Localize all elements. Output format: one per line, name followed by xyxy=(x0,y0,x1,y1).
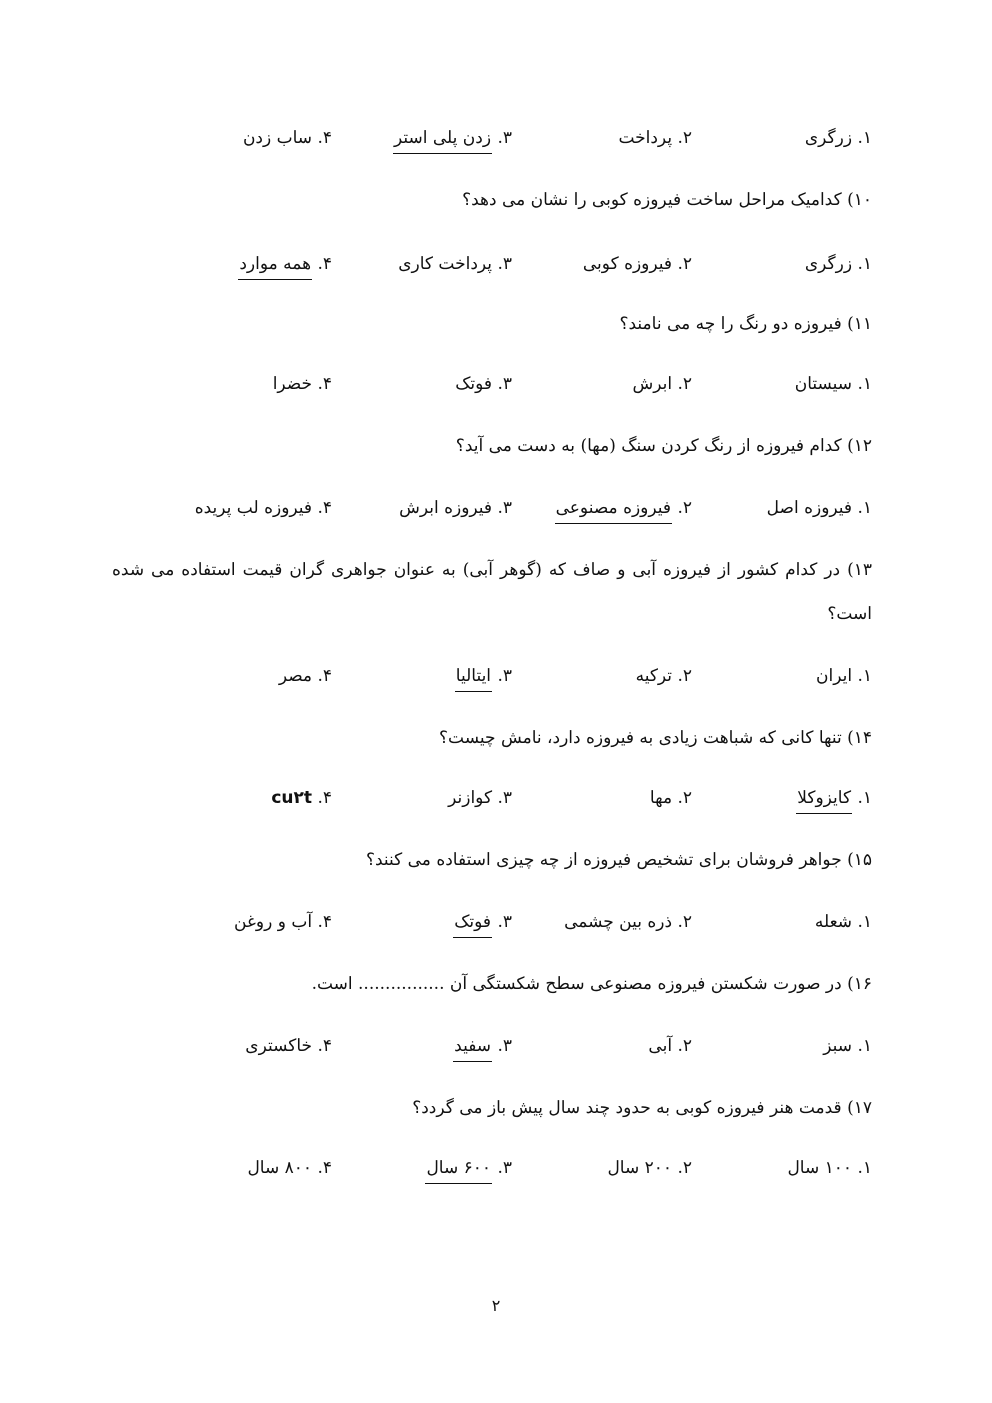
option-q15-4 xyxy=(234,908,332,936)
option-number: ۳. xyxy=(497,374,512,394)
options-row-q13 xyxy=(0,662,992,696)
options-row-q9 xyxy=(0,124,992,158)
option-q16-4 xyxy=(245,1032,332,1060)
option-number: ۴. xyxy=(317,498,332,518)
option-label-answer: همه موارد xyxy=(238,251,312,280)
option-label: فوتک xyxy=(455,374,493,394)
option-q10-1 xyxy=(805,250,872,278)
option-number: ۴. xyxy=(317,254,332,274)
option-label-answer: زدن پلی استر xyxy=(393,125,492,154)
option-number: ۴. xyxy=(317,788,332,808)
option-q11-3 xyxy=(455,370,512,398)
option-label: آبی xyxy=(648,1036,673,1056)
option-q9-4 xyxy=(243,124,332,152)
option-label: فیروزه کوبی xyxy=(582,254,673,274)
option-q16-3 xyxy=(453,1032,512,1062)
option-q12-4 xyxy=(195,494,332,522)
option-q12-2 xyxy=(555,494,692,524)
option-q9-2 xyxy=(618,124,692,152)
option-q17-1 xyxy=(787,1154,872,1182)
option-label: خاکستری xyxy=(245,1036,313,1056)
question-text-q15: ۱۵) جواهر فروشان برای تشخیص فیروزه از چه چیزی استفاده می کنند؟ xyxy=(365,850,872,870)
option-q14-1 xyxy=(796,784,872,814)
option-number: ۳. xyxy=(497,788,512,808)
option-q17-3 xyxy=(425,1154,512,1184)
option-label: کوازنر xyxy=(448,788,493,808)
option-q14-4 xyxy=(271,784,332,812)
option-number: ۳. xyxy=(497,912,512,932)
option-label: ۱۰۰ سال xyxy=(787,1158,853,1178)
option-q17-4 xyxy=(247,1154,332,1182)
option-number: ۴. xyxy=(317,1036,332,1056)
option-number: ۲. xyxy=(677,1036,692,1056)
option-q11-1 xyxy=(795,370,872,398)
option-label-answer: سفید xyxy=(453,1033,492,1062)
option-q16-2 xyxy=(648,1032,692,1060)
option-label: ۸۰۰ سال xyxy=(247,1158,313,1178)
option-q13-1 xyxy=(816,662,872,690)
option-label: زرگری xyxy=(804,128,853,148)
option-label-answer: کایزوکلا xyxy=(796,785,852,814)
option-q15-3 xyxy=(453,908,512,938)
option-q14-3 xyxy=(448,784,512,812)
option-q15-2 xyxy=(564,908,692,936)
option-label-answer: فیروزه مصنوعی xyxy=(555,495,672,524)
option-label-answer: ۶۰۰ سال xyxy=(425,1155,492,1184)
option-number: ۳. xyxy=(497,498,512,518)
option-q17-2 xyxy=(607,1154,692,1182)
option-number: ۴. xyxy=(317,374,332,394)
question-text-q10: ۱۰) کدامیک مراحل ساخت فیروزه کوبی را نشان می دهد؟ xyxy=(462,190,872,210)
question-text-q17: ۱۷) قدمت هنر فیروزه کوبی به حدود چند سال پیش باز می گردد؟ xyxy=(412,1098,872,1118)
question-text-q12: ۱۲) کدام فیروزه از رنگ کردن سنگ (مها) به دست می آید؟ xyxy=(455,436,872,456)
option-q10-4 xyxy=(238,250,332,280)
option-number: ۳. xyxy=(497,1158,512,1178)
option-label: فیروزه لب پریده xyxy=(194,498,313,518)
option-q12-3 xyxy=(399,494,512,522)
option-number: ۱. xyxy=(857,912,872,932)
option-label: ابرش xyxy=(632,374,673,394)
option-q10-2 xyxy=(583,250,692,278)
option-number: ۲. xyxy=(677,912,692,932)
option-q9-3 xyxy=(393,124,512,154)
option-number: ۳. xyxy=(497,1036,512,1056)
option-number: ۳. xyxy=(497,128,512,148)
question-text-q14: ۱۴) تنها کانی که شباهت زیادی به فیروزه دارد، نامش چیست؟ xyxy=(439,728,872,748)
option-label: ۲۰۰ سال xyxy=(607,1158,673,1178)
option-number: ۴. xyxy=(317,912,332,932)
option-number: ۴. xyxy=(317,666,332,686)
options-row-q16 xyxy=(0,1032,992,1066)
option-number: ۲. xyxy=(677,254,692,274)
option-q12-1 xyxy=(767,494,872,522)
option-q10-3 xyxy=(398,250,512,278)
option-label: مصر xyxy=(278,666,313,686)
option-number: ۲. xyxy=(677,128,692,148)
option-number: ۱. xyxy=(857,788,872,808)
option-label: ایران xyxy=(816,666,853,686)
question-text-q16: ۱۶) در صورت شکستن فیروزه مصنوعی سطح شکستگی آن ................ است. xyxy=(311,974,872,994)
options-row-q14 xyxy=(0,784,992,818)
question-text-q11: ۱۱) فیروزه دو رنگ را چه می نامند؟ xyxy=(619,314,872,334)
option-q9-1 xyxy=(805,124,872,152)
option-number: ۴. xyxy=(317,1158,332,1178)
option-label: سبز xyxy=(823,1036,853,1056)
option-number: ۱. xyxy=(857,254,872,274)
option-label: ساب زدن xyxy=(242,128,313,148)
option-q13-2 xyxy=(636,662,692,690)
option-label: خضرا xyxy=(272,374,313,394)
option-number: ۱. xyxy=(857,1158,872,1178)
option-label: پرداخت xyxy=(618,128,673,148)
option-q13-4 xyxy=(279,662,332,690)
option-label: آب و روغن xyxy=(234,912,313,932)
option-number: ۱. xyxy=(857,1036,872,1056)
option-q14-2 xyxy=(650,784,692,812)
option-number: ۱. xyxy=(857,498,872,518)
option-number: ۲. xyxy=(677,666,692,686)
option-q13-3 xyxy=(455,662,512,692)
option-label: cu۲t xyxy=(271,788,313,808)
option-label: سیستان xyxy=(794,374,853,394)
option-q15-1 xyxy=(815,908,872,936)
option-q11-2 xyxy=(632,370,692,398)
options-row-q15 xyxy=(0,908,992,942)
page-number: ۲ xyxy=(491,1296,501,1315)
option-label: فیروزه اصل xyxy=(766,498,853,518)
option-label: زرگری xyxy=(804,254,853,274)
option-label: ذره بین چشمی xyxy=(564,912,673,932)
question-text-q13: ۱۳) در کدام کشور از فیروزه آبی و صاف که (گوهر آبی) به عنوان جواهری گران قیمت استفاده می شده است؟ xyxy=(112,560,872,624)
options-row-q10 xyxy=(0,250,992,284)
option-number: ۱. xyxy=(857,666,872,686)
option-number: ۲. xyxy=(677,374,692,394)
option-number: ۲. xyxy=(677,498,692,518)
option-label: فیروزه ابرش xyxy=(399,498,493,518)
option-q11-4 xyxy=(273,370,332,398)
option-number: ۲. xyxy=(677,1158,692,1178)
option-label: پرداخت کاری xyxy=(398,254,493,274)
option-label-answer: فوتک xyxy=(453,909,492,938)
option-number: ۱. xyxy=(857,374,872,394)
option-label: شعله xyxy=(814,912,853,932)
option-number: ۳. xyxy=(497,666,512,686)
option-label-answer: ایتالیا xyxy=(455,663,492,692)
options-row-q17 xyxy=(0,1154,992,1188)
option-number: ۴. xyxy=(317,128,332,148)
options-row-q12 xyxy=(0,494,992,528)
option-number: ۲. xyxy=(677,788,692,808)
option-q16-1 xyxy=(823,1032,872,1060)
option-label: مها xyxy=(649,788,673,808)
option-number: ۳. xyxy=(497,254,512,274)
option-number: ۱. xyxy=(857,128,872,148)
option-label: ترکیه xyxy=(635,666,673,686)
options-row-q11 xyxy=(0,370,992,404)
